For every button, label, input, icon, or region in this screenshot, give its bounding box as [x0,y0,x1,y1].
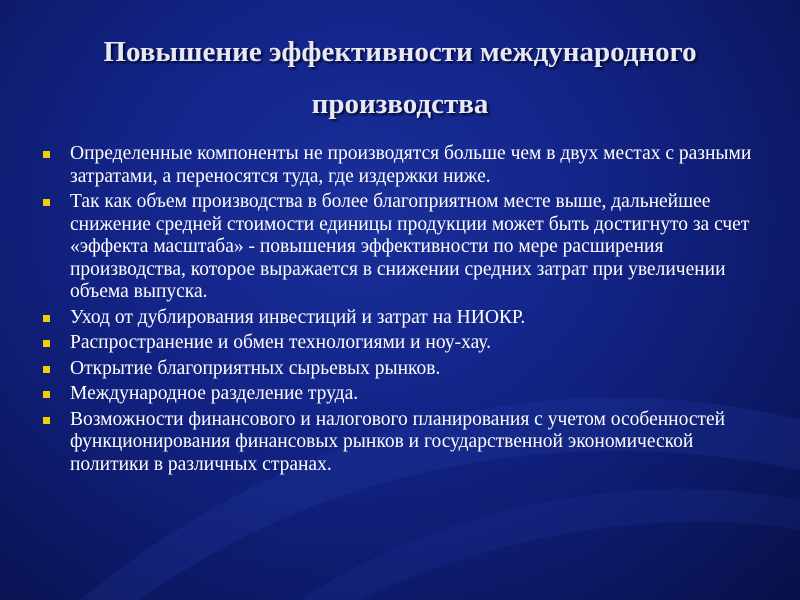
square-bullet-icon [43,315,50,322]
bullet-item-7 [40,409,770,477]
bullet-text: Так как объем производства в более благоприятном месте выше, дальнейшее снижение средней стоимости единицы продукции может быть достигнуто за счет «эффекта масштаба» - повышения эффективности по мере расширения производства, которое выражается в снижении средних затрат при увеличении объема выпуска. [70,191,750,302]
bullet-list [40,143,770,479]
bullet-item-1 [40,143,770,188]
slide-title: Повышение эффективности международного производства [103,36,697,120]
bullet-item-2 [40,191,770,304]
bullet-item-4 [40,332,770,355]
bullet-item-6 [40,383,770,406]
square-bullet-icon [43,199,50,206]
bullet-text: Уход от дублирования инвестиций и затрат на НИОКР. [70,306,526,328]
bullet-item-3 [40,307,770,330]
bullet-text: Распространение и обмен технологиями и ноу-хау. [70,332,491,353]
bullet-text: Международное разделение труда. [70,383,359,404]
bullet-item-5 [40,358,770,381]
bullet-text: Открытие благоприятных сырьевых рынков. [70,357,441,379]
square-bullet-icon [43,151,50,158]
square-bullet-icon [43,340,50,347]
square-bullet-icon [43,417,50,424]
bullet-text: Возможности финансового и налогового планирования с учетом особенностей функционирования финансовых рынков и государственной экономической политики в различных странах. [70,408,726,475]
square-bullet-icon [43,391,50,398]
bullet-text: Определенные компоненты не производятся больше чем в двух местах с разными затратами, а переносятся туда, где издержки ниже. [70,143,752,187]
square-bullet-icon [43,366,50,373]
